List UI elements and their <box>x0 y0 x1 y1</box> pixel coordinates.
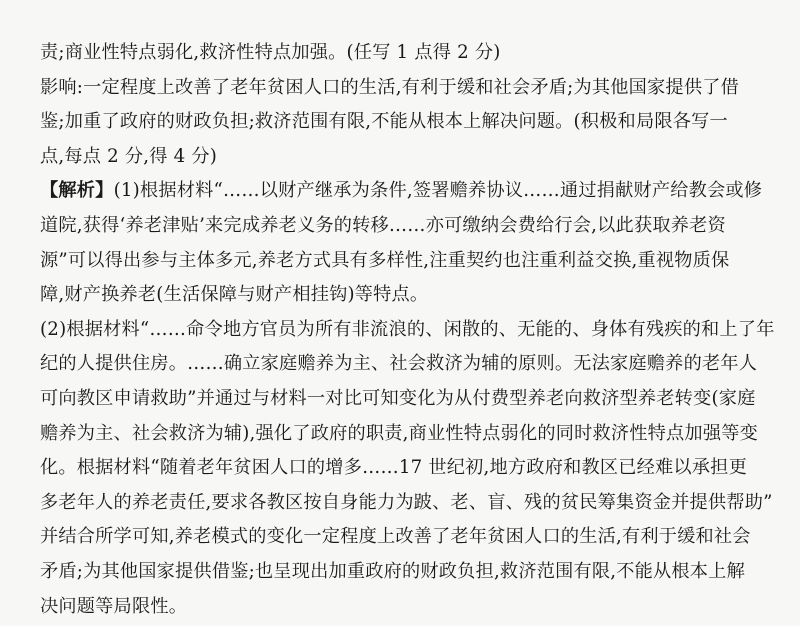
text-line-12: 赡养为主、社会救济为辅),强化了政府的职责,商业性特点弱化的同时救济性特点加强等变 <box>40 422 758 444</box>
text-line-6: 道院,获得‘养老津贴’来完成养老义务的转移……亦可缴纳会费给行会,以此获取养老资 <box>40 214 726 236</box>
text-line-14: 多老年人的养老责任,要求各教区按自身能力为跛、老、盲、残的贫民筹集资金并提供帮助” <box>40 491 773 513</box>
text-line-3: 鉴;加重了政府的财政负担;救济范围有限,不能从根本上解决问题。(积极和局限各写一 <box>40 111 728 133</box>
text-line-2: 影响:一定程度上改善了老年贫困人口的生活,有利于缓和社会矛盾;为其他国家提供了借 <box>40 76 739 98</box>
answer-text <box>40 36 780 624</box>
text-line-4: 点,每点 2 分,得 4 分) <box>40 145 218 167</box>
analysis-line-1 <box>40 174 780 209</box>
text-line-8: 障,财产换养老(生活保障与财产相挂钩)等特点。 <box>40 284 429 306</box>
text-line-9: (2)根据材料“……命令地方官员为所有非流浪的、闲散的、无能的、身体有残疾的和上了年 <box>40 318 775 340</box>
text-line-15: 并结合所学可知,养老模式的变化一定程度上改善了老年贫困人口的生活,有利于缓和社会 <box>40 526 751 548</box>
analysis-text-1: (1)根据材料“……以财产继承为条件,签署赡养协议……通过捐献财产给教会或修 <box>113 180 763 202</box>
text-line-17: 决问题等局限性。 <box>40 595 188 617</box>
text-line-7: 源”可以得出参与主体多元,养老方式具有多样性,注重契约也注重利益交换,重视物质保 <box>40 249 730 271</box>
text-line-11: 可向教区申请救助”并通过与材料一对比可知变化为从付费型养老向救济型养老转变(家庭 <box>40 387 756 409</box>
text-line-13: 化。根据材料“随着老年贫困人口的增多……17 世纪初,地方政府和教区已经难以承担更 <box>40 457 747 479</box>
text-line-1: 责;商业性特点弱化,救济性特点加强。(任写 1 点得 2 分) <box>40 42 501 63</box>
text-line-10: 纪的人提供住房。……确立家庭赡养为主、社会救济为辅的原则。无法家庭赡养的老年人 <box>40 353 758 375</box>
analysis-tag: 【解析】 <box>40 180 114 202</box>
text-line-16: 矛盾;为其他国家提供借鉴;也呈现出加重政府的财政负担,救济范围有限,不能从根本上解 <box>40 560 745 582</box>
